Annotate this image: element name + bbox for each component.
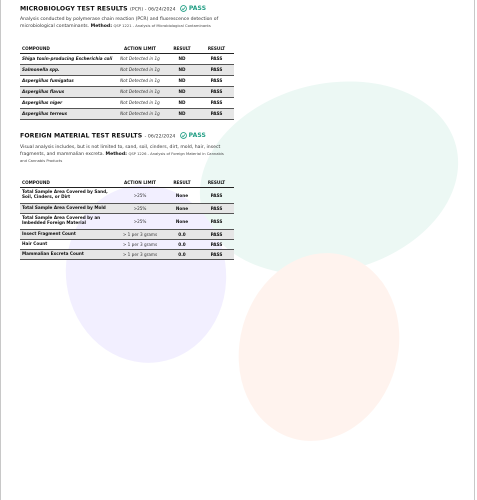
foreign-results-table [20,173,234,260]
micro-pass-badge [180,5,206,12]
col-result-status: RESULT [207,179,226,185]
foreign-method-text: QSP 1226 - Analysis of Foreign Material in Cannabis and Cannabis Products [20,152,224,163]
table-row [20,86,234,97]
micro-section-title [20,5,206,13]
micro-title: MICROBIOLOGY TEST RESULTS [20,5,128,13]
table-row [20,249,234,259]
foreign-section-title [20,132,206,140]
table-row [20,203,234,213]
compound-name: Hair Count [20,239,115,249]
micro-method-label: Method: [90,24,113,29]
action-limit: >25% [115,187,165,203]
compound-name: Aspergillus fumigatus [20,75,115,86]
decorative-peach-shape [217,234,421,460]
col-compound: COMPOUND [22,45,50,51]
action-limit: Not Detected in 1g [115,108,165,119]
foreign-table-header [20,173,234,187]
foreign-description [20,145,225,165]
result-status: PASS [199,229,234,239]
action-limit: Not Detected in 1g [115,53,165,64]
col-result: RESULT [173,179,191,185]
action-limit: Not Detected in 1g [115,64,165,75]
action-limit: > 1 per 3 grams [115,229,165,239]
result-value: 0.0 [165,249,199,259]
result-status: PASS [199,75,234,86]
micro-method-text: QSP 1221 - Analysis of Microbiological Contaminants [113,24,211,28]
result-status: PASS [199,187,234,203]
compound-name: Aspergillus niger [20,97,115,108]
result-status: PASS [199,97,234,108]
foreign-pass-badge [180,132,206,139]
result-value: 0.0 [165,229,199,239]
col-result: RESULT [173,45,191,51]
compound-name: Total Sample Area Covered by Sand, Soil, Cinders, or Dirt [20,187,115,203]
compound-name: Mammalian Excreta Count [20,249,115,259]
result-status: PASS [199,213,234,229]
micro-pass-label: PASS [188,5,207,12]
micro-description-text: Analysis conducted by polymerase chain reaction (PCR) and fluorescence detection of microbiological contaminants. [20,17,219,29]
result-value: None [165,213,199,229]
result-value: ND [165,53,199,64]
compound-name: Shiga toxin-producing Escherichia coli [20,53,115,64]
col-action-limit: ACTION LIMIT [123,45,157,51]
table-row [20,108,234,119]
result-value: ND [165,108,199,119]
col-compound: COMPOUND [22,179,50,185]
result-status: PASS [199,108,234,119]
action-limit: > 1 per 3 grams [115,249,165,259]
table-row [20,239,234,249]
col-result-status: RESULT [207,45,226,51]
micro-results-table [20,39,234,120]
result-status: PASS [199,64,234,75]
action-limit: Not Detected in 1g [115,86,165,97]
compound-name: Aspergillus terreus [20,108,115,119]
check-circle-icon [180,132,187,139]
compound-name: Insect Fragment Count [20,229,115,239]
result-status: PASS [199,239,234,249]
result-value: None [165,187,199,203]
compound-name: Aspergillus flavus [20,86,115,97]
micro-subtitle: (PCR) - 06/24/2024 [129,7,176,13]
result-value: None [165,203,199,213]
foreign-subtitle: - 06/22/2024 [144,134,176,140]
action-limit: > 1 per 3 grams [115,239,165,249]
foreign-description-text: Visual analysis includes, but is not limited to, sand, soil, cinders, dirt, mold, hair, insect fragments, and mammalian excreta. [20,145,221,157]
compound-name: Total Sample Area Covered by Mold [20,203,115,213]
result-status: PASS [199,53,234,64]
table-row [20,187,234,203]
action-limit: Not Detected in 1g [115,97,165,108]
foreign-title: FOREIGN MATERIAL TEST RESULTS [20,132,143,140]
table-row [20,213,234,229]
foreign-method-label: Method: [105,152,127,157]
compound-name: Salmonella spp. [20,64,115,75]
check-circle-icon [180,5,187,12]
action-limit: >25% [115,203,165,213]
result-value: ND [165,86,199,97]
micro-description [20,17,236,30]
foreign-pass-label: PASS [188,132,206,139]
action-limit: Not Detected in 1g [115,75,165,86]
result-status: PASS [199,203,234,213]
action-limit: >25% [115,213,165,229]
result-status: PASS [199,249,234,259]
result-value: ND [165,75,199,86]
result-value: ND [165,64,199,75]
table-row [20,229,234,239]
table-row [20,97,234,108]
page-left-edge [0,0,1,500]
result-status: PASS [199,86,234,97]
micro-table-header [20,39,234,53]
result-value: ND [165,97,199,108]
page-right-edge [474,0,475,500]
table-row [20,53,234,64]
result-value: 0.0 [165,239,199,249]
compound-name: Total Sample Area Covered by an Imbedded Foreign Material [20,213,115,229]
table-row [20,75,234,86]
table-row [20,64,234,75]
col-action-limit: ACTION LIMIT [123,179,157,185]
